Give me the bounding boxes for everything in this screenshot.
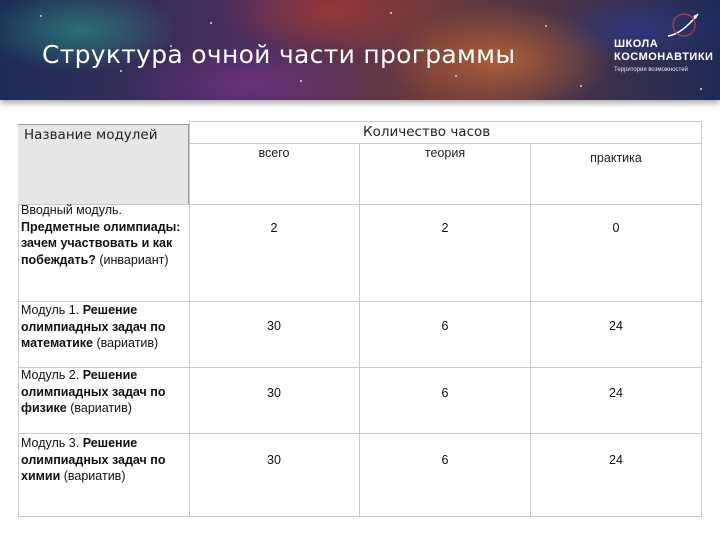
row-practice: 24 [609, 386, 623, 400]
module-label: Вводный модуль. [21, 203, 122, 217]
row-name [21, 302, 186, 352]
row-name [21, 202, 186, 268]
row-name [21, 367, 186, 417]
row-theory: 2 [441, 221, 449, 235]
school-logo [600, 10, 712, 82]
module-label: Модуль 1. [21, 303, 83, 317]
module-label: (инвариант) [95, 252, 169, 267]
module-label: (вариатив) [60, 469, 126, 483]
logo-line-1: ШКОЛА [614, 38, 659, 50]
header-module-name: Название модулей [24, 127, 158, 143]
module-label: (вариатив) [93, 336, 159, 350]
column-theory: теория [424, 146, 466, 160]
module-title: Решение олимпиадных задач по математике [21, 303, 166, 350]
row-name [21, 435, 186, 485]
column-practice: практика [590, 151, 642, 165]
slide-title: Структура очной части программы [42, 40, 516, 69]
row-theory: 6 [441, 386, 449, 400]
row-total: 30 [267, 319, 281, 333]
module-label: (вариатив) [66, 401, 132, 415]
title-banner [0, 0, 720, 100]
column-total: всего [258, 146, 290, 160]
row-theory: 6 [441, 453, 449, 467]
row-total: 30 [267, 386, 281, 400]
module-title: Предметные олимпиады: зачем участвовать и как побеждать? [21, 219, 181, 267]
module-title: Решение олимпиадных задач по химии [21, 436, 166, 483]
rocket-icon [664, 10, 704, 40]
logo-line-2: КОСМОНАВТИКИ [614, 51, 714, 63]
header-hours: Количество часов [363, 124, 491, 140]
program-table [18, 121, 702, 517]
logo-tagline: Территория возможностей [614, 67, 688, 73]
row-total: 30 [267, 453, 281, 467]
module-label: Модуль 2. [21, 368, 83, 382]
row-practice: 24 [609, 453, 623, 467]
row-total: 2 [270, 221, 278, 235]
row-practice: 0 [612, 221, 620, 235]
row-practice: 24 [609, 319, 623, 333]
module-title: Решение олимпиадных задач по физике [21, 368, 166, 415]
row-theory: 6 [441, 319, 449, 333]
module-label: Модуль 3. [21, 436, 83, 450]
